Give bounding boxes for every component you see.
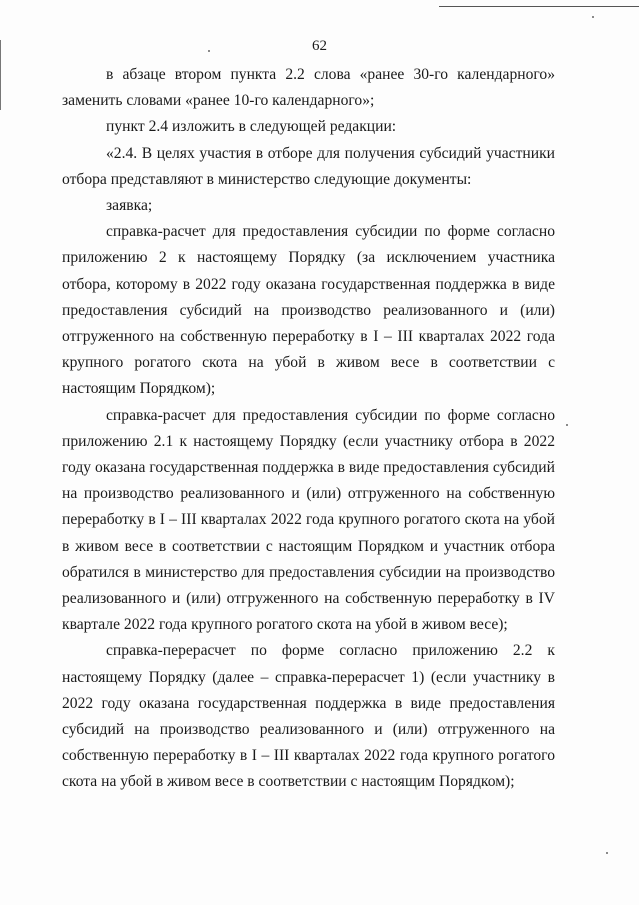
paragraph: справка-расчет для предоставления субсидии по форме согласно приложению 2 к настоящему Порядку (за исключением участника отбора, которому в 2022 году оказана государственная поддержка в виде предоставления субсидий на производство реализованного и (или) отгруженного на собственную переработку в I – III кварталах 2022 года крупного рогатого скота на убой в живом весе в соответствии с настоящим Порядком); <box>62 223 555 398</box>
document-body <box>62 62 555 796</box>
paragraph: пункт 2.4 изложить в следующей редакции: <box>106 118 397 136</box>
scan-edge-top <box>439 6 639 7</box>
paragraph: в абзаце втором пункта 2.2 слова «ранее 30-го календарного» заменить словами «ранее 10-го календарного»; <box>62 66 555 110</box>
paragraph: «2.4. В целях участия в отборе для получения субсидий участники отбора представляют в министерство следующие документы: <box>62 144 555 188</box>
paragraph: справка-расчет для предоставления субсидии по форме согласно приложению 2.1 к настоящему Порядку (если участнику отбора в 2022 году оказана государственная поддержка в виде предоставления субсидий на производство реализованного и (или) отгруженного на собственную переработку в I – III кварталах 2022 года крупного рогатого скота на убой в живом весе в соответствии с настоящим Порядком и участник отбора обратился в министерство для предоставления субсидии на производство реализованного и (или) отгруженного на собственную переработку в IV квартале 2022 года крупного рогатого скота на убой в живом весе); <box>62 406 555 634</box>
page-number: 62 <box>312 38 327 54</box>
paragraph: справка-перерасчет по форме согласно приложению 2.2 к настоящему Порядку (далее – справка-перерасчет 1) (если участнику в 2022 году оказана государственная поддержка в виде предоставления субсидий на производство реализованного и (или) отгруженного на собственную переработку в I – III кварталах 2022 года крупного рогатого скота на убой в живом весе в соответствии с настоящим Порядком); <box>62 642 555 791</box>
scan-speck <box>606 852 608 854</box>
scan-speck <box>566 424 568 426</box>
scan-speck <box>592 16 594 18</box>
paragraph: заявка; <box>106 197 153 215</box>
